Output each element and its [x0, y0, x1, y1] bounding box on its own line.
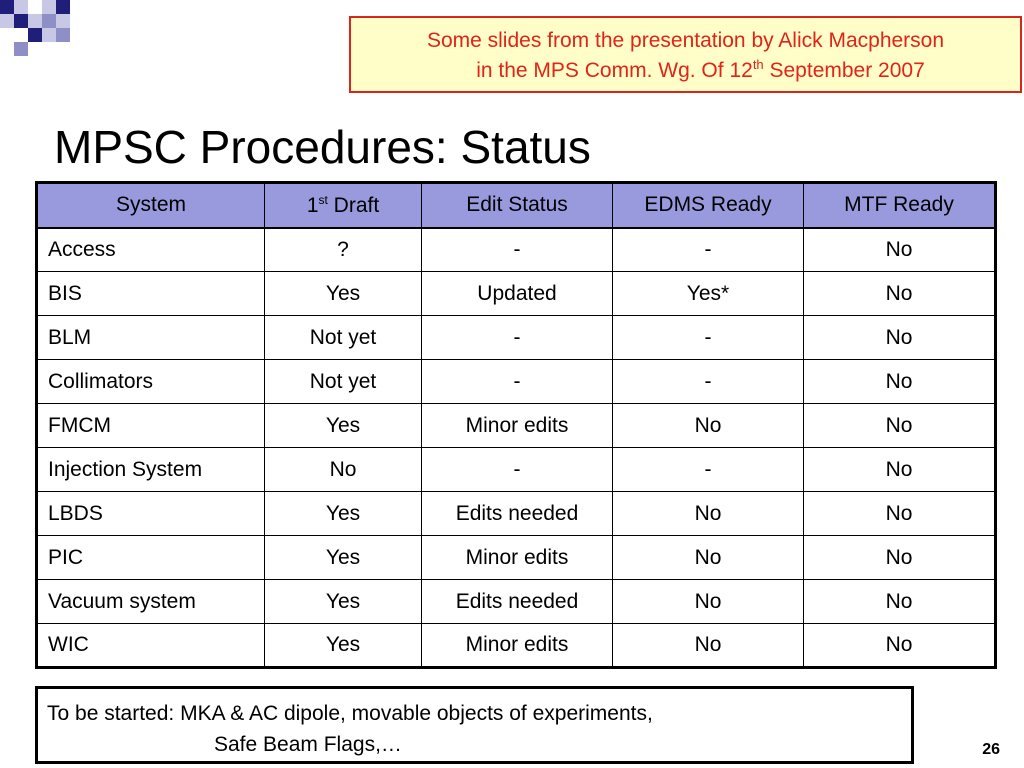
table-row — [37, 580, 996, 624]
cell-edms-ready: No — [613, 492, 804, 536]
table-header-row — [37, 183, 996, 228]
table-row — [37, 536, 996, 580]
table-row — [37, 404, 996, 448]
cell-system: LBDS — [37, 492, 265, 536]
source-note-box — [349, 16, 1022, 93]
cell-first-draft: Yes — [265, 580, 422, 624]
slide-title: MPSC Procedures: Status — [54, 121, 591, 173]
corner-decoration — [0, 0, 90, 60]
cell-edit-status: Minor edits — [422, 404, 613, 448]
cell-edms-ready: - — [613, 228, 804, 272]
table-body — [37, 228, 996, 668]
cell-system: PIC — [37, 536, 265, 580]
table-row — [37, 492, 996, 536]
cell-edit-status: Updated — [422, 272, 613, 316]
cell-mtf-ready: No — [804, 536, 996, 580]
cell-edms-ready: No — [613, 404, 804, 448]
cell-first-draft: Not yet — [265, 316, 422, 360]
cell-system: Collimators — [37, 360, 265, 404]
header-edit-status: Edit Status — [422, 183, 613, 228]
cell-first-draft: Yes — [265, 624, 422, 668]
status-table — [35, 181, 997, 669]
cell-mtf-ready: No — [804, 228, 996, 272]
cell-mtf-ready: No — [804, 492, 996, 536]
cell-edit-status: Minor edits — [422, 624, 613, 668]
cell-system: BIS — [37, 272, 265, 316]
cell-mtf-ready: No — [804, 624, 996, 668]
cell-system: Injection System — [37, 448, 265, 492]
cell-edms-ready: No — [613, 580, 804, 624]
to-be-started-line1: To be started: MKA & AC dipole, movable objects of experiments, — [47, 702, 653, 725]
table-row — [37, 228, 996, 272]
header-system: System — [37, 183, 265, 228]
to-be-started-line2: Safe Beam Flags,… — [214, 733, 402, 756]
cell-first-draft: ? — [265, 228, 422, 272]
cell-edms-ready: Yes* — [613, 272, 804, 316]
cell-edit-status: Edits needed — [422, 492, 613, 536]
cell-system: BLM — [37, 316, 265, 360]
cell-system: Vacuum system — [37, 580, 265, 624]
header-first-draft — [265, 183, 422, 228]
cell-edms-ready: - — [613, 360, 804, 404]
cell-first-draft: No — [265, 448, 422, 492]
header-first-draft-word: Draft — [327, 193, 380, 217]
cell-system: Access — [37, 228, 265, 272]
table-row — [37, 624, 996, 668]
table-row — [37, 316, 996, 360]
header-first-draft-sup: st — [318, 192, 328, 207]
cell-edit-status: - — [422, 316, 613, 360]
cell-first-draft: Yes — [265, 272, 422, 316]
to-be-started-note — [35, 686, 914, 764]
header-mtf-ready: MTF Ready — [804, 183, 996, 228]
cell-edms-ready: - — [613, 316, 804, 360]
cell-mtf-ready: No — [804, 316, 996, 360]
source-note-line2 — [351, 56, 1020, 86]
cell-edit-status: Edits needed — [422, 580, 613, 624]
cell-first-draft: Yes — [265, 404, 422, 448]
cell-mtf-ready: No — [804, 580, 996, 624]
cell-edms-ready: - — [613, 448, 804, 492]
source-note-line2-end: September 2007 — [763, 59, 925, 82]
cell-mtf-ready: No — [804, 448, 996, 492]
header-first-draft-num: 1 — [306, 193, 319, 217]
cell-system: WIC — [37, 624, 265, 668]
cell-edit-status: - — [422, 448, 613, 492]
cell-first-draft: Yes — [265, 536, 422, 580]
cell-first-draft: Not yet — [265, 360, 422, 404]
source-note-line2-text: in the MPS Comm. Wg. Of 12 — [476, 59, 753, 82]
cell-edms-ready: No — [613, 624, 804, 668]
cell-mtf-ready: No — [804, 360, 996, 404]
source-note-superscript: th — [752, 57, 764, 72]
page-number: 26 — [982, 741, 1000, 758]
table-row — [37, 360, 996, 404]
cell-edit-status: - — [422, 360, 613, 404]
table-row — [37, 272, 996, 316]
cell-edit-status: - — [422, 228, 613, 272]
table-row — [37, 448, 996, 492]
cell-system: FMCM — [37, 404, 265, 448]
cell-mtf-ready: No — [804, 404, 996, 448]
cell-edit-status: Minor edits — [422, 536, 613, 580]
cell-first-draft: Yes — [265, 492, 422, 536]
cell-edms-ready: No — [613, 536, 804, 580]
header-edms-ready: EDMS Ready — [613, 183, 804, 228]
cell-mtf-ready: No — [804, 272, 996, 316]
source-note-line1: Some slides from the presentation by Alick Macpherson — [426, 29, 945, 52]
